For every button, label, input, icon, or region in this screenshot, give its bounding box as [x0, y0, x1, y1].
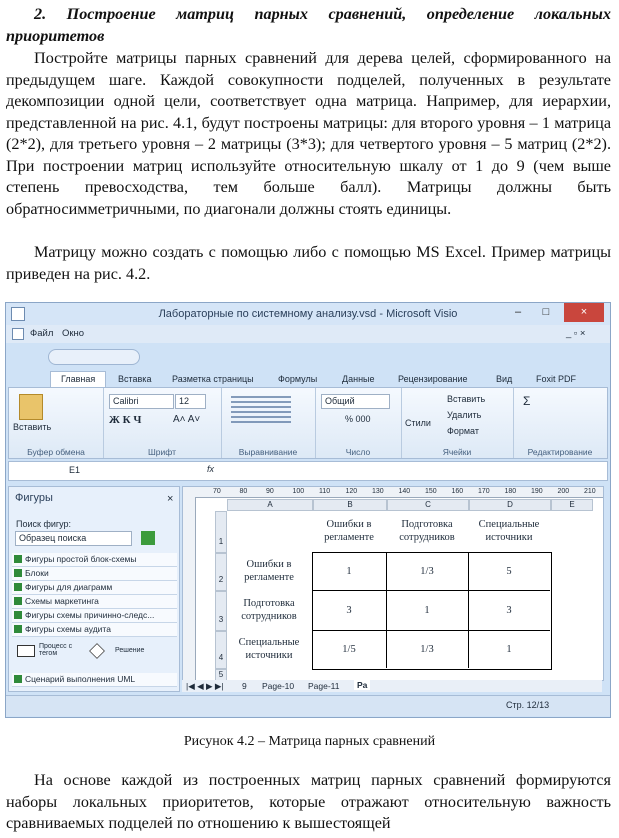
ruler-tick-label: 200 [557, 488, 570, 495]
stencil-item[interactable]: Фигуры простой блок-схемы [12, 553, 177, 567]
group-label: Буфер обмена [27, 447, 85, 457]
section-heading: 2. Построение матриц парных сравнений, определение локальных приоритетов [6, 5, 611, 45]
search-label: Поиск фигур: [16, 519, 72, 529]
stencil-icon [14, 625, 22, 633]
ruler-tick-label: 150 [425, 488, 437, 495]
stencil-icon [14, 675, 22, 683]
ruler-tick-label: 100 [292, 488, 305, 495]
ruler-tick-label: 170 [478, 488, 490, 495]
col-header-cell: Специальные источники [478, 519, 540, 543]
paragraph-3: На основе каждой из построенных матриц парных сравнений формируются наборы локальных приоритетов, которые отражают относительную важность сравниваемых подцелей по отношению к вышестоящей [6, 771, 611, 832]
font-name[interactable]: Calibri [109, 394, 174, 409]
matrix-cell[interactable]: 1/5 [342, 643, 356, 655]
decision-shape[interactable] [89, 643, 105, 659]
tab-review[interactable]: Рецензирование [398, 374, 468, 384]
bold-italic-underline[interactable]: Ж К Ч [109, 414, 142, 426]
page-nav-buttons[interactable]: |◀ ◀ ▶ ▶| [186, 681, 224, 691]
title-bar [6, 303, 610, 325]
tab-data[interactable]: Данные [342, 374, 375, 384]
shapes-title: Фигуры [15, 492, 53, 504]
search-input[interactable]: Образец поиска [15, 531, 132, 546]
status-bar [6, 695, 610, 716]
quick-access-toolbar [6, 345, 610, 369]
group-cells [401, 388, 514, 458]
group-label: Число [345, 447, 371, 457]
page-indicator: Стр. 12/13 [506, 700, 550, 710]
ribbon-tabs [6, 371, 610, 387]
page-tab[interactable]: 9 [242, 681, 247, 691]
matrix-cell[interactable]: 1/3 [420, 565, 434, 577]
process-label: Процесс с тегом [39, 643, 73, 657]
row-label-cell: Ошибки в регламенте [244, 559, 294, 583]
group-editing [513, 388, 607, 458]
doc-window-controls[interactable]: _ ▫ × [566, 328, 586, 339]
horizontal-ruler [183, 487, 603, 498]
number-format[interactable]: Общий [321, 394, 390, 409]
paste-button[interactable]: Вставить [13, 422, 52, 432]
tab-insert[interactable]: Вставка [118, 374, 152, 384]
stencil-icon [14, 555, 22, 563]
maximize-button[interactable]: □ [542, 306, 550, 318]
ribbon [8, 387, 608, 459]
ruler-tick-label: 210 [584, 488, 596, 495]
decision-label: Решение [115, 647, 145, 654]
process-shape[interactable] [17, 645, 35, 657]
col-header-cell: Подготовка сотрудников [399, 519, 455, 543]
tab-layout[interactable]: Разметка страницы [172, 374, 254, 384]
qat-buttons[interactable] [48, 349, 140, 365]
matrix-cell[interactable]: 3 [506, 604, 512, 616]
ruler-tick-label: 190 [531, 488, 543, 495]
matrix-cell[interactable]: 3 [346, 604, 352, 616]
page-tabs [182, 680, 602, 692]
tab-home[interactable]: Главная [50, 371, 106, 389]
grow-shrink-font[interactable]: A˄ A˅ [173, 414, 201, 425]
group-label: Ячейки [442, 447, 472, 457]
group-font [103, 388, 222, 458]
align-icons[interactable] [231, 396, 291, 426]
group-clipboard [9, 388, 104, 458]
format-cells[interactable]: Формат [447, 426, 479, 436]
stencil-item[interactable]: Фигуры схемы аудита [12, 623, 177, 637]
matrix-cell[interactable]: 1 [346, 565, 352, 577]
matrix-cell[interactable]: 1/3 [420, 643, 434, 655]
ruler-tick-label: 80 [239, 488, 248, 495]
stencil-icon [14, 569, 22, 577]
visio-window [5, 302, 611, 718]
row-header: 3 [215, 591, 227, 631]
group-label: Редактирование [527, 447, 593, 457]
ruler-tick-label: 90 [266, 488, 274, 495]
paragraph-2: Матрицу можно создать с помощью либо с помощью MS Excel. Пример матрицы приведен на рис. 4.2. [6, 243, 611, 283]
tab-foxit[interactable]: Foxit PDF [536, 374, 577, 384]
figure-caption: Рисунок 4.2 – Матрица парных сравнений [183, 734, 436, 749]
matrix-cell[interactable]: 1 [506, 643, 512, 655]
vertical-ruler [183, 497, 196, 680]
group-number [315, 388, 402, 458]
font-size[interactable]: 12 [175, 394, 206, 409]
column-header: C [387, 499, 469, 511]
column-header: A [227, 499, 313, 511]
close-button[interactable]: × [564, 303, 604, 322]
stencil-item[interactable]: Сценарий выполнения UML [12, 673, 177, 687]
row-header: 2 [215, 553, 227, 591]
tab-view[interactable]: Вид [496, 374, 513, 384]
stencil-icon [14, 611, 22, 619]
stencil-item[interactable]: Блоки [12, 567, 177, 581]
matrix-cell[interactable]: 5 [506, 565, 512, 577]
row-header: 5 [215, 669, 227, 681]
search-go-icon[interactable] [141, 531, 155, 545]
column-header: E [551, 499, 593, 511]
menu-file[interactable]: Файл [30, 328, 54, 339]
row-label-cell: Специальные источники [238, 637, 300, 661]
ruler-tick-label: 130 [372, 488, 384, 495]
autosum-button[interactable]: Σ [523, 394, 531, 408]
paste-icon[interactable] [19, 394, 43, 420]
group-alignment [221, 388, 316, 458]
ruler-tick-label: 180 [504, 488, 517, 495]
column-header: D [469, 499, 551, 511]
formula-bar [8, 461, 608, 481]
group-label: Выравнивание [238, 447, 298, 457]
percent-button[interactable]: % 000 [345, 414, 371, 424]
insert-cells[interactable]: Вставить [447, 394, 486, 404]
ruler-tick-label: 120 [345, 488, 358, 495]
fx-icon[interactable]: fx [207, 464, 215, 474]
page-tab-active[interactable]: Pa [354, 680, 370, 690]
styles-button[interactable]: Стили [405, 418, 431, 428]
window-title: Лабораторные по системному анализу.vsd - Microsoft Visio [158, 308, 458, 320]
tab-formulas[interactable]: Формулы [278, 374, 318, 384]
col-header-cell: Ошибки в регламенте [324, 519, 374, 543]
column-header: B [313, 499, 387, 511]
ruler-tick-label: 110 [319, 488, 331, 495]
ruler-tick-label: 140 [398, 488, 411, 495]
stencil-item[interactable]: Фигуры для диаграмм [12, 581, 177, 595]
stencil-item[interactable]: Фигуры схемы причинно-следс... [12, 609, 177, 623]
menu-bar [6, 325, 610, 343]
ruler-tick-label: 160 [451, 488, 464, 495]
menu-window[interactable]: Окно [62, 328, 85, 339]
group-label: Шрифт [148, 447, 176, 457]
stencil-icon [14, 583, 22, 591]
stencil-icon [14, 597, 22, 605]
row-label-cell: Подготовка сотрудников [241, 598, 297, 622]
page-tab[interactable]: Page-11 [308, 681, 340, 691]
paragraph-1: Постройте матрицы парных сравнений для дерева целей, сформированного на предыдущем шаге. Каждой совокупности подцелей, полученных в результате декомпозиции одной цели, соответствует одна матрица. Например, для иерархии, представленной на рис. 4.1, будут построены матрицы: для второго уровня – 1 матрица (2*2), для третьего уровня – 2 матрицы (3*3); для четвертого уровня – 5 матриц (2*2). При построении матриц используйте относительную шкалу от 1 до 9 (чем выше степень превосходства, тем больше балл). Матрицы должны быть обратносимметричными, по диагонали должны стоять единицы. [6, 49, 611, 218]
cell-reference[interactable]: E1 [69, 465, 81, 475]
shapes-pane [8, 486, 180, 692]
page-tab[interactable]: Page-10 [262, 681, 295, 691]
matrix-cell[interactable]: 1 [424, 604, 430, 616]
delete-cells[interactable]: Удалить [447, 410, 482, 420]
ruler-tick-label: 70 [213, 488, 221, 495]
close-pane-button[interactable]: × [167, 493, 174, 505]
row-header: 1 [215, 511, 227, 553]
doc-icon [12, 328, 24, 340]
stencil-item[interactable]: Схемы маркетинга [12, 595, 177, 609]
drawing-canvas[interactable] [182, 486, 604, 681]
minimize-button[interactable]: – [514, 306, 522, 318]
row-header: 4 [215, 631, 227, 669]
